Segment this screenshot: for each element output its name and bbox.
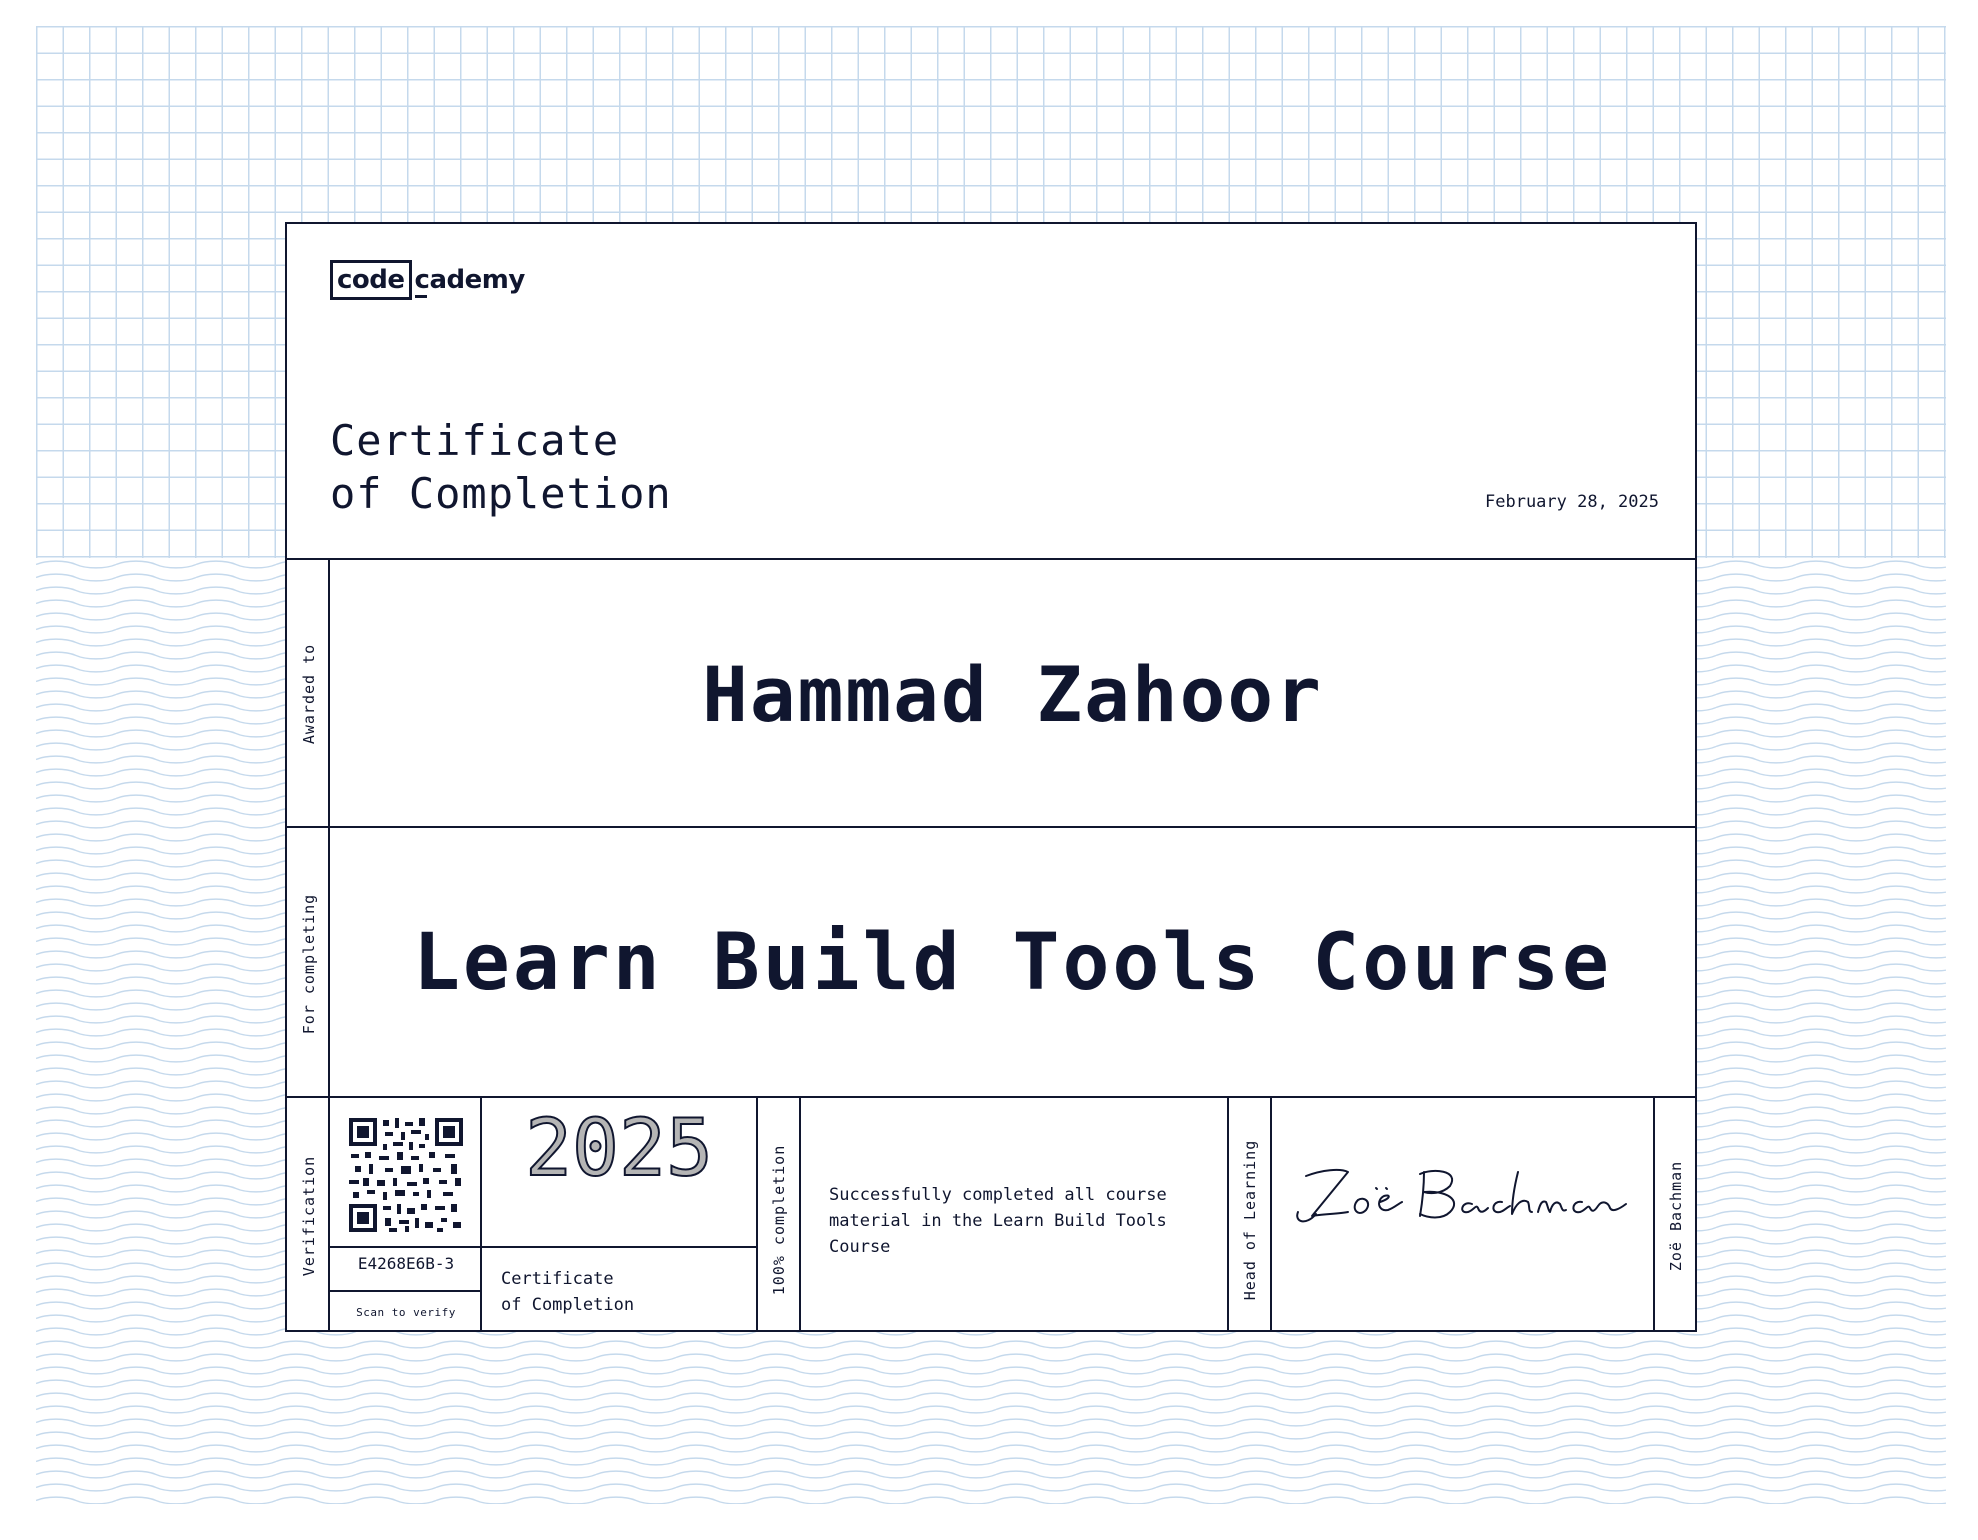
signer-title: Head of Learning bbox=[1241, 1139, 1259, 1301]
divider bbox=[482, 1246, 756, 1248]
divider bbox=[756, 1096, 758, 1332]
verification-code: E4268E6B-3 bbox=[357, 1254, 455, 1273]
issue-date: February 28, 2025 bbox=[1485, 492, 1659, 512]
divider bbox=[330, 1246, 482, 1248]
verification-label: Verification bbox=[300, 1155, 318, 1277]
certificate-title bbox=[330, 414, 672, 520]
scan-to-verify-label: Scan to verify bbox=[356, 1306, 456, 1319]
certificate-subtitle bbox=[501, 1266, 634, 1318]
recipient-name: Hammad Zahoor bbox=[702, 649, 1323, 739]
for-completing-label: For completing bbox=[300, 893, 318, 1035]
qr-code[interactable] bbox=[349, 1118, 463, 1232]
codecademy-logo bbox=[330, 260, 525, 300]
completion-label: 100% completion bbox=[770, 1144, 788, 1296]
logo-boxed-text: code bbox=[330, 260, 412, 300]
subtitle-line-2: of Completion bbox=[501, 1295, 635, 1315]
divider bbox=[1227, 1096, 1229, 1332]
logo-rest-text: cademy bbox=[414, 265, 525, 295]
subtitle-line-1: Certificate bbox=[501, 1269, 614, 1289]
certificate bbox=[285, 222, 1697, 1332]
signature-image bbox=[1292, 1164, 1632, 1234]
course-name: Learn Build Tools Course bbox=[412, 918, 1613, 1008]
year: 2025 bbox=[525, 1104, 713, 1194]
divider bbox=[1270, 1096, 1272, 1332]
divider bbox=[799, 1096, 801, 1332]
title-line-1: Certificate bbox=[330, 416, 620, 465]
title-line-2: of Completion bbox=[330, 469, 672, 518]
completion-description: Successfully completed all course material in the Learn Build Tools Course bbox=[829, 1185, 1167, 1257]
divider bbox=[1653, 1096, 1655, 1332]
signer-name: Zoë Bachman bbox=[1667, 1160, 1685, 1272]
divider bbox=[330, 1290, 482, 1292]
awarded-to-label: Awarded to bbox=[300, 643, 318, 745]
